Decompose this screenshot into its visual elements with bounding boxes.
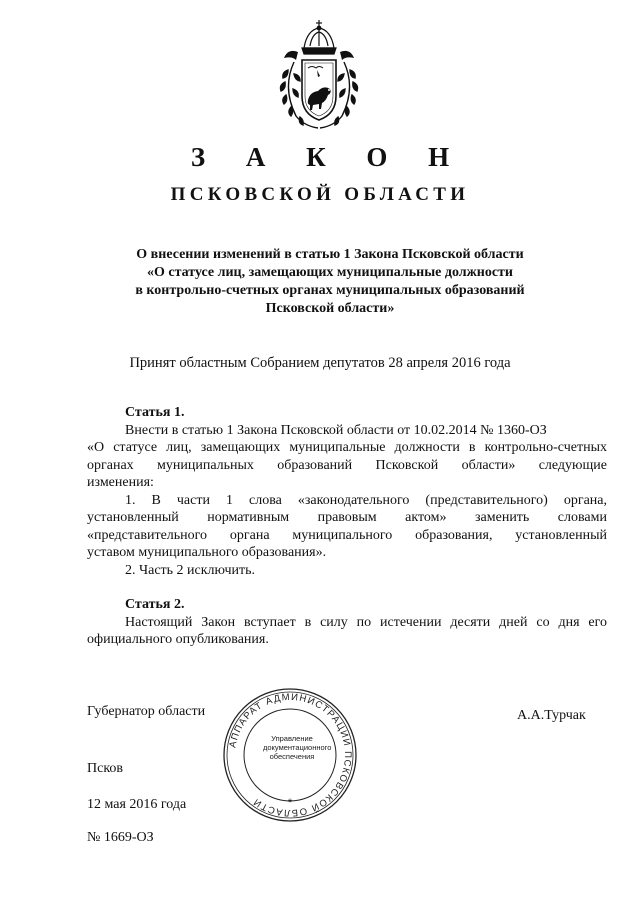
article-1-item-1-line: 1. В части 1 слова «законодательного (представительного) органа, xyxy=(125,492,607,508)
article-1-item-2: 2. Часть 2 исключить. xyxy=(125,562,255,578)
signatory-position: Губернатор области xyxy=(87,704,206,719)
coat-of-arms-emblem xyxy=(274,18,364,136)
stamp-center-line: обеспечения xyxy=(269,752,315,761)
article-1-heading: Статья 1. xyxy=(125,405,185,420)
article-1-line: Внести в статью 1 Закона Псковской области от 10.02.2014 № 1360-ОЗ xyxy=(125,422,547,438)
article-1-line: органах муниципальных образований Псковской области» следующие xyxy=(87,457,607,473)
signatory-name: А.А.Турчак xyxy=(517,708,586,723)
article-2-line: официального опубликования. xyxy=(87,632,269,647)
article-1-line: «О статусе лиц, замещающих муниципальные должности в контрольно-счетных xyxy=(87,440,607,455)
subject-line: «О статусе лиц, замещающих муниципальные должности xyxy=(146,265,513,280)
signing-date: 12 мая 2016 года xyxy=(87,797,187,812)
document-title: З А К О Н xyxy=(190,142,467,172)
article-1-line: изменения: xyxy=(87,475,154,490)
signing-city: Псков xyxy=(87,761,124,776)
subject-line: Псковской области» xyxy=(265,301,395,316)
article-1-item-1-line: установленный нормативным правовым актом» заменить словами xyxy=(87,510,607,525)
adoption-line: Принят областным Собранием депутатов 28 апреля 2016 года xyxy=(129,355,511,371)
stamp-center-line: Управление xyxy=(271,734,313,743)
article-1-item-1-line: «представительного органа муниципального образования, установленный xyxy=(87,527,607,543)
shield-icon xyxy=(302,60,336,120)
stamp-star: * xyxy=(287,797,293,809)
law-body xyxy=(87,404,607,649)
article-1-item-1-line: уставом муниципального образования». xyxy=(87,545,327,560)
subject-line: в контрольно-счетных органах муниципальных образований xyxy=(135,283,525,298)
law-subject xyxy=(60,246,600,318)
law-number: № 1669-ОЗ xyxy=(87,830,154,845)
spacer xyxy=(87,579,607,596)
crown-icon xyxy=(302,20,336,54)
article-2-line: Настоящий Закон вступает в силу по истечении десяти дней со дня его xyxy=(125,614,607,630)
stamp-center-line: документационного xyxy=(263,743,332,752)
stamp-center-text xyxy=(263,734,332,761)
stamp-ring-text: АППАРАТ АДМИНИСТРАЦИИ ПСКОВСКОЙ ОБЛАСТИ xyxy=(227,691,354,819)
subject-line: О внесении изменений в статью 1 Закона Псковской области xyxy=(136,247,524,262)
region-title: ПСКОВСКОЙ ОБЛАСТИ xyxy=(170,184,470,205)
article-2-heading: Статья 2. xyxy=(125,597,185,612)
